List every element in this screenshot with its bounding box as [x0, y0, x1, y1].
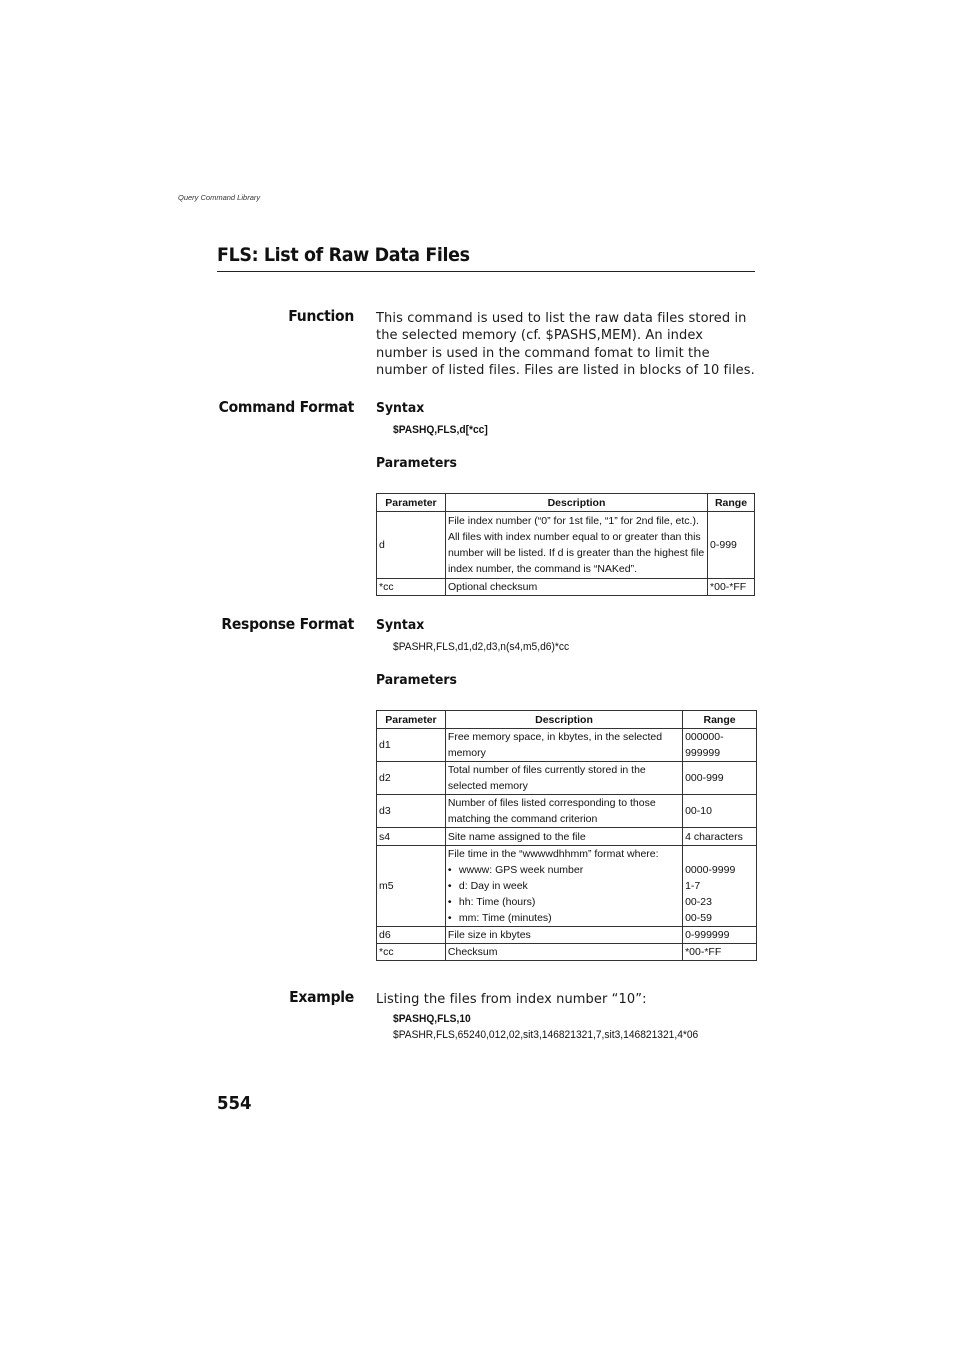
column-header: Parameter — [377, 494, 446, 512]
table-row — [377, 579, 755, 596]
range-cell: 00-10 — [683, 795, 757, 828]
range-cell: 0-999 — [708, 512, 755, 579]
range-cell: 4 characters — [683, 828, 757, 846]
param-cell: m5 — [377, 846, 446, 927]
example-response: $PASHR,FLS,65240,012,02,sit3,146821321,7,sit3,146821321,4*06 — [393, 1029, 699, 1041]
command-syntax-heading: Syntax — [376, 400, 425, 416]
range-cell: 000000-999999 — [683, 729, 757, 762]
table-row — [377, 729, 757, 762]
response-syntax: $PASHR,FLS,d1,d2,d3,n(s4,m5,d6)*cc — [393, 641, 570, 653]
page-title: FLS: List of Raw Data Files — [217, 244, 470, 266]
response-parameters-heading: Parameters — [376, 672, 457, 688]
function-heading: Function — [288, 307, 354, 325]
list-item: • wwww: GPS week number — [448, 862, 680, 878]
description-cell: Total number of files currently stored in the selected memory — [445, 762, 682, 795]
description-cell: File size in kbytes — [445, 927, 682, 944]
param-cell: d1 — [377, 729, 446, 762]
command-parameters-heading: Parameters — [376, 455, 457, 471]
description-cell: Optional checksum — [445, 579, 707, 596]
m5-range-blank — [685, 846, 754, 862]
column-header: Range — [683, 711, 757, 729]
table-row — [377, 762, 757, 795]
column-header: Description — [445, 494, 707, 512]
param-cell: d6 — [377, 927, 446, 944]
range-value: 00-59 — [685, 912, 712, 924]
range-cell: 000-999 — [683, 762, 757, 795]
param-cell: s4 — [377, 828, 446, 846]
table-row — [377, 828, 757, 846]
column-header: Range — [708, 494, 755, 512]
table-row — [377, 512, 755, 579]
table-header-row — [377, 494, 755, 512]
list-item: • mm: Time (minutes) — [448, 910, 680, 926]
range-cell: *00-*FF — [683, 944, 757, 961]
title-rule — [217, 271, 755, 272]
table-row — [377, 927, 757, 944]
param-cell: d2 — [377, 762, 446, 795]
function-text: This command is used to list the raw data files stored in the selected memory (cf. $PASHS,MEM). An index number is used in the command fomat to limit the number of listed files. Files are listed in blocks of 10 files. — [376, 311, 755, 378]
command-parameters-table — [376, 493, 755, 596]
table-row — [377, 846, 757, 927]
response-format-heading: Response Format — [221, 615, 354, 633]
range-cell: 0-999999 — [683, 927, 757, 944]
description-cell: Checksum — [445, 944, 682, 961]
example-heading: Example — [289, 988, 354, 1006]
param-cell: d — [377, 512, 446, 579]
column-header: Description — [445, 711, 682, 729]
table-row — [377, 944, 757, 961]
list-item: • hh: Time (hours) — [448, 894, 680, 910]
example-intro: Listing the files from index number “10”: — [376, 992, 647, 1007]
response-syntax-heading: Syntax — [376, 617, 425, 633]
param-cell: *cc — [377, 944, 446, 961]
range-value: 1-7 — [685, 880, 701, 892]
range-value: 0000-9999 — [685, 864, 736, 876]
response-parameters-table — [376, 710, 757, 961]
page-number: 554 — [217, 1093, 252, 1114]
column-header: Parameter — [377, 711, 446, 729]
description-cell: Number of files listed corresponding to those matching the command criterion — [445, 795, 682, 828]
range-cell — [683, 846, 757, 927]
range-cell: *00-*FF — [708, 579, 755, 596]
description-cell: Free memory space, in kbytes, in the selected memory — [445, 729, 682, 762]
command-format-heading: Command Format — [218, 398, 354, 416]
running-head: Query Command Library — [178, 193, 261, 202]
description-cell: File index number (“0” for 1st file, “1” for 2nd file, etc.). All files with index number equal to or greater than this number will be listed. If d is greater than the highest file index number, the command is “NAKed”. — [445, 512, 707, 579]
command-syntax: $PASHQ,FLS,d[*cc] — [393, 424, 488, 436]
param-cell: d3 — [377, 795, 446, 828]
param-cell: *cc — [377, 579, 446, 596]
description-cell: Site name assigned to the file — [445, 828, 682, 846]
m5-description: File time in the “wwwwdhhmm” format where: — [447, 848, 659, 860]
description-cell — [445, 846, 682, 927]
table-header-row — [377, 711, 757, 729]
list-item: • d: Day in week — [448, 878, 680, 894]
example-command: $PASHQ,FLS,10 — [393, 1013, 471, 1025]
table-row — [377, 795, 757, 828]
range-value: 00-23 — [685, 896, 712, 908]
